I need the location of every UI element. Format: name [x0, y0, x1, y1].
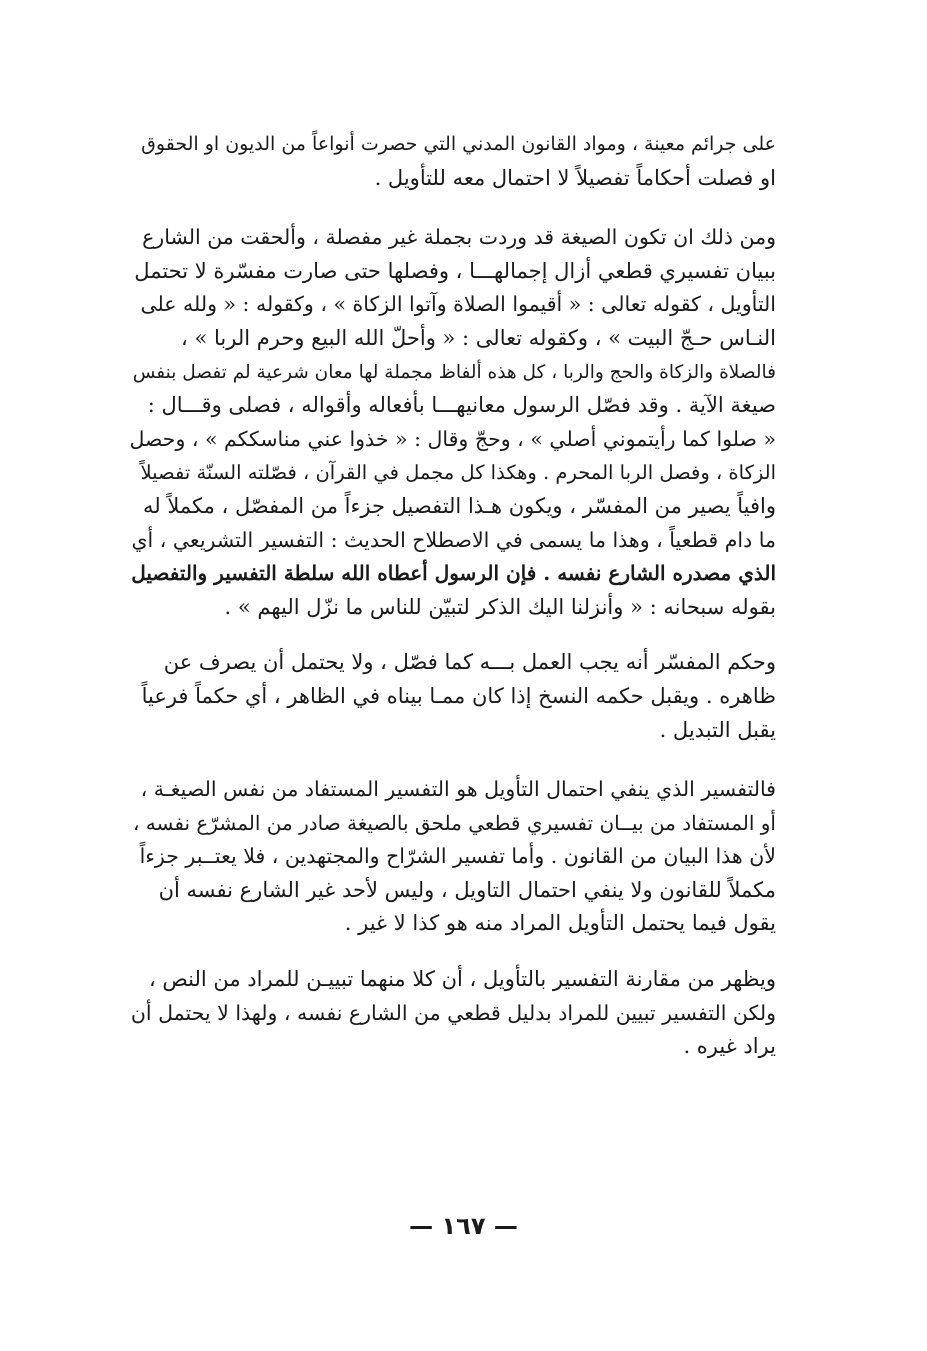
text-line: مكملاً للقانون ولا ينفي احتمال التاويل ، وليس لأحد غير الشارع نفسه أن: [158, 877, 776, 902]
text-line: فالتفسير الذي ينفي احتمال التأويل هو التفسير المستفاد من نفس الصيغـة ،: [140, 777, 776, 802]
text-line: « صلوا كما رأيتموني أصلي » ، وحجّ وقال : « خذوا عني مناسككم » ، وحصل: [129, 426, 776, 451]
text-line: يقبل التبديل .: [659, 717, 776, 742]
text-line: التأويل ، كقوله تعالى : « أقيموا الصلاة وآتوا الزكاة » ، وكقوله : « ولله على: [140, 292, 776, 317]
text-line: يقول فيما يحتمل التأويل المراد منه هو كذا لا غير .: [344, 911, 776, 936]
page-body: [128, 128, 776, 1064]
text-line: بقوله سبحانه : « وأنزلنا اليك الذكر لتبيّن للناس ما نزّل اليهم » .: [224, 594, 776, 619]
text-line: ويظهر من مقارنة التفسير بالتأويل ، أن كلا منهما تبييـن للمراد من النص ،: [148, 967, 776, 992]
paragraph: [128, 963, 776, 1064]
text-line: ببيان تفسيري قطعي أزال إجمالهـــا ، وفصلها حتى صارت مفسّرة لا تحتمل: [134, 258, 776, 283]
paragraph: [128, 221, 776, 624]
text-line: الزكاة ، وفصل الربا المحرم . وهكذا كل مجمل في القرآن ، فصّلته السنّة تفصيلاً: [140, 461, 776, 485]
text-line: ولكن التفسير تبيين للمراد بدليل قطعي من الشارع نفسه ، ولهذا لا يحتمل أن: [130, 1000, 776, 1025]
text-line: ومن ذلك ان تكون الصيغة قد وردت بجملة غير مفصلة ، وألحقت من الشارع: [142, 225, 776, 250]
page-number: — ١٦٧ —: [409, 1212, 518, 1240]
text-line: أو المستفاد من بيــان تفسيري قطعي ملحق بالصيغة صادر من المشرّع نفسه ،: [132, 810, 776, 835]
text-line: لأن هذا البيان من القانون . وأما تفسير الشرّاح والمجتهدين ، فلا يعتــبر جزءاً: [139, 844, 776, 869]
text-line: او فصلت أحكاماً تفصيلاً لا احتمال معه للتأويل .: [374, 165, 776, 190]
paragraph: [128, 128, 776, 195]
paragraph: [128, 646, 776, 747]
paragraph: [128, 773, 776, 941]
text-line: النـاس حـجّ البيت » ، وكقوله تعالى : « وأحلّ الله البيع وحرم الربا » ،: [181, 325, 776, 350]
text-line: على جرائم معينة ، ومواد القانون المدني التي حصرت أنواعاً من الديون او الحقوق: [141, 133, 776, 155]
text-line: فالصلاة والزكاة والحج والربا ، كل هذه ألفاظ مجملة لها معان شرعية لم تفصل بنفس: [132, 361, 776, 383]
text-line: وحكم المفسّر أنه يجب العمل بـــه كما فصّل ، ولا يحتمل أن يصرف عن: [163, 650, 776, 675]
text-line: يراد غيره .: [683, 1034, 776, 1059]
text-line: الذي مصدره الشارع نفسه . فإن الرسول أعطاه الله سلطة التفسير والتفصيل: [131, 561, 776, 586]
text-line: صيغة الآية . وقد فصّل الرسول معانيهـــا بأفعاله وأقواله ، فصلى وقـــال :: [147, 393, 776, 418]
text-line: وافياً يصير من المفسّر ، ويكون هـذا التفصيل جزءاً من المفصّل ، مكملاً له: [143, 493, 776, 518]
text-line: ما دام قطعياً ، وهذا ما يسمى في الاصطلاح الحديث : التفسير التشريعي ، أي: [131, 527, 776, 552]
text-line: ظاهره . ويقبل حكمه النسخ إذا كان ممـا بيناه في الظاهر ، أي حكماً فرعياً: [141, 683, 776, 708]
